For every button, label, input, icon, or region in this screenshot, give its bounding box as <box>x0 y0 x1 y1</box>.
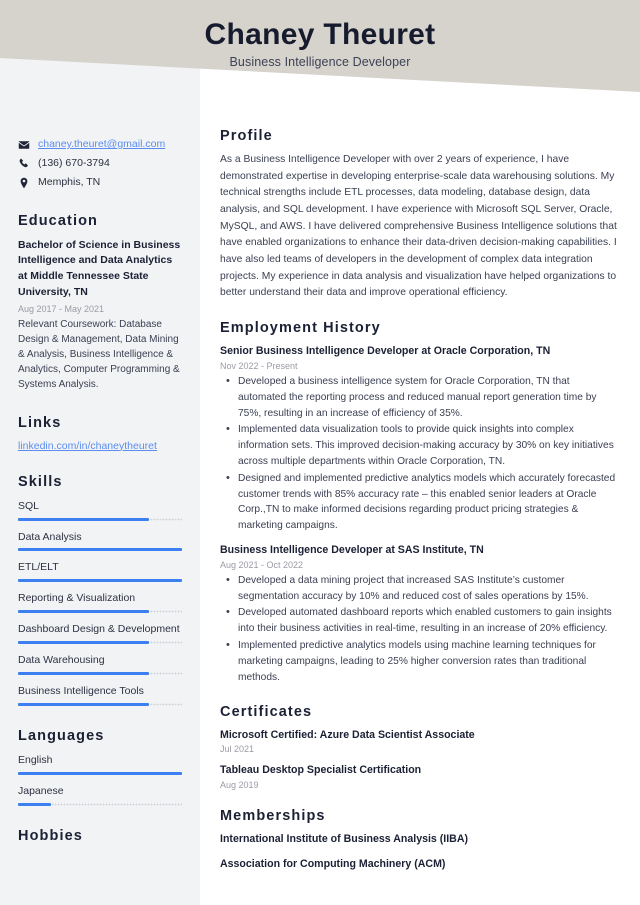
education-entry <box>18 238 182 393</box>
memberships-section <box>220 808 618 872</box>
memberships-heading: Memberships <box>220 808 326 825</box>
hobbies-heading: Hobbies <box>18 827 83 844</box>
skill-bar-track <box>18 641 182 644</box>
certificate-title: Microsoft Certified: Azure Data Scientist Associate <box>220 728 475 741</box>
education-description: Relevant Coursework: Database Design & Management, Data Mining & Analysis, Business Intelligence & Analytics, Computer Programming & Systems Analysis. <box>18 318 180 391</box>
language-bar-track <box>18 772 182 775</box>
job-date: Aug 2021 - Oct 2022 <box>220 559 304 570</box>
profile-text: As a Business Intelligence Developer with over 2 years of experience, I have demonstrated expertise in developing enterprise-scale data warehousing solutions. My technical strengths include ETL processes, data modeling, database design, data analysis, and SQL development. I have experience with Microsoft SQL Server, Oracle, MySQL, and AWS. I have delivered comprehensive Business Intelligence solutions that have enabled organizations to enhance their data-driven decision-making capabilities. I have also led teams of developers in the development of complex data integration projects. My experience in data analysis and visualization have helped organizations to better understand their data and improve operational efficiency. <box>220 154 617 299</box>
email-link[interactable]: chaney.theuret@gmail.com <box>38 138 166 150</box>
language-bar-fill <box>18 803 51 806</box>
main-content <box>200 0 640 905</box>
skill-item <box>18 684 182 706</box>
phone-icon <box>18 156 30 170</box>
profile-section <box>220 128 618 302</box>
job-bullet: • Developed a data mining project that increased SAS Institute’s customer segmentation accuracy by 10% and reduced cost of sales operations by 15%. <box>220 573 618 605</box>
skill-item <box>18 591 182 613</box>
certificates-heading: Certificates <box>220 703 313 720</box>
education-heading: Education <box>18 212 98 229</box>
job-date: Nov 2022 - Present <box>220 360 298 371</box>
certificate-date: Jul 2021 <box>220 744 255 755</box>
skill-bar-fill <box>18 518 149 521</box>
skill-label: Dashboard Design & Development <box>18 623 180 636</box>
skill-label: Reporting & Visualization <box>18 592 136 605</box>
skill-bar-fill <box>18 641 149 644</box>
language-item <box>18 753 182 775</box>
language-item <box>18 784 182 806</box>
contact-phone <box>18 156 182 171</box>
certificate-title: Tableau Desktop Specialist Certification <box>220 764 422 777</box>
certificate-entry <box>220 763 618 790</box>
map-pin-icon <box>18 175 30 189</box>
languages-heading: Languages <box>18 727 105 744</box>
skill-item <box>18 560 182 582</box>
job-title: Business Intelligence Developer at SAS Institute, TN <box>220 544 484 556</box>
language-bar-track <box>18 803 182 806</box>
contact-location <box>18 175 182 190</box>
job-bullet: • Implemented predictive analytics models using machine learning techniques for marketing campaigns, leading to 25% higher conversion rates than traditional methods. <box>220 638 618 685</box>
skill-item <box>18 622 182 644</box>
skill-item <box>18 499 182 521</box>
skill-label: Data Warehousing <box>18 654 105 667</box>
language-bar-fill <box>18 772 182 775</box>
job-bullet: • Designed and implemented predictive analytics models which accurately forecasted customer trends with 85% accuracy rate – this enabled senior leaders at Oracle Corp.,TN to make informed decisions regarding product pricing strategies & marketing campaigns. <box>220 471 618 534</box>
certificate-entry <box>220 728 618 755</box>
membership-item: International Institute of Business Analysis (IIBA) <box>220 833 469 846</box>
language-label: Japanese <box>18 784 64 797</box>
skill-label: ETL/ELT <box>18 561 59 574</box>
candidate-name: Chaney Theuret <box>204 18 436 51</box>
skill-item <box>18 530 182 552</box>
skill-bar-track <box>18 579 182 582</box>
skill-bar-fill <box>18 672 149 675</box>
education-date: Aug 2017 - May 2021 <box>18 303 105 314</box>
job-title: Senior Business Intelligence Developer at Oracle Corporation, TN <box>220 345 551 358</box>
phone-value: (136) 670-3794 <box>38 157 110 170</box>
membership-item: Association for Computing Machinery (ACM) <box>220 858 446 870</box>
certificates-section <box>220 704 618 791</box>
education-degree: Bachelor of Science in Business Intelligence and Data Analytics at Middle Tennessee State University, TN <box>18 238 181 298</box>
skill-bar-fill <box>18 703 149 706</box>
skill-bar-track <box>18 672 182 675</box>
skills-heading: Skills <box>18 473 63 490</box>
employment-section <box>220 320 618 685</box>
links-list <box>18 440 182 452</box>
skill-bar-track <box>18 518 182 521</box>
skill-bar-track <box>18 703 182 706</box>
skill-bar-fill <box>18 610 149 613</box>
skill-label: Business Intelligence Tools <box>18 685 144 698</box>
skill-item <box>18 653 182 675</box>
employment-entry <box>220 344 618 534</box>
job-bullets <box>220 573 618 686</box>
skill-label: Data Analysis <box>18 530 82 543</box>
job-bullet: • Developed a business intelligence system for Oracle Corporation, TN that automated the reporting process and reduced manual report generation time by 75%, resulting in an increase of efficiency of 35%. <box>220 374 618 421</box>
language-label: English <box>18 753 53 766</box>
contact-list <box>18 137 182 191</box>
job-bullets <box>220 374 618 534</box>
job-bullet: • Implemented data visualization tools to provide quick insights into complex information sets. This improved decision-making accuracy by 30% on key initiatives across multiple departments within Oracle Corporation, TN. <box>220 422 618 469</box>
envelope-icon <box>18 137 30 151</box>
sidebar <box>0 0 200 905</box>
linkedin-link[interactable]: linkedin.com/in/chaneytheuret <box>18 439 157 452</box>
certificate-date: Aug 2019 <box>220 780 259 791</box>
location-value: Memphis, TN <box>38 176 101 189</box>
skills-list <box>18 499 182 706</box>
links-heading: Links <box>18 414 62 431</box>
employment-heading: Employment History <box>220 320 381 337</box>
job-bullet: • Developed automated dashboard reports which enabled customers to gain insights into their business activities in real-time, resulting in an increase of 20% efficiency. <box>220 605 618 637</box>
skill-label: SQL <box>18 499 40 512</box>
languages-list <box>18 753 182 806</box>
candidate-job-title: Business Intelligence Developer <box>229 55 411 69</box>
skill-bar-fill <box>18 548 182 551</box>
skill-bar-track <box>18 610 182 613</box>
contact-email <box>18 137 182 152</box>
skill-bar-fill <box>18 579 182 582</box>
employment-entry <box>220 543 618 686</box>
skill-bar-track <box>18 548 182 551</box>
profile-heading: Profile <box>220 128 273 144</box>
